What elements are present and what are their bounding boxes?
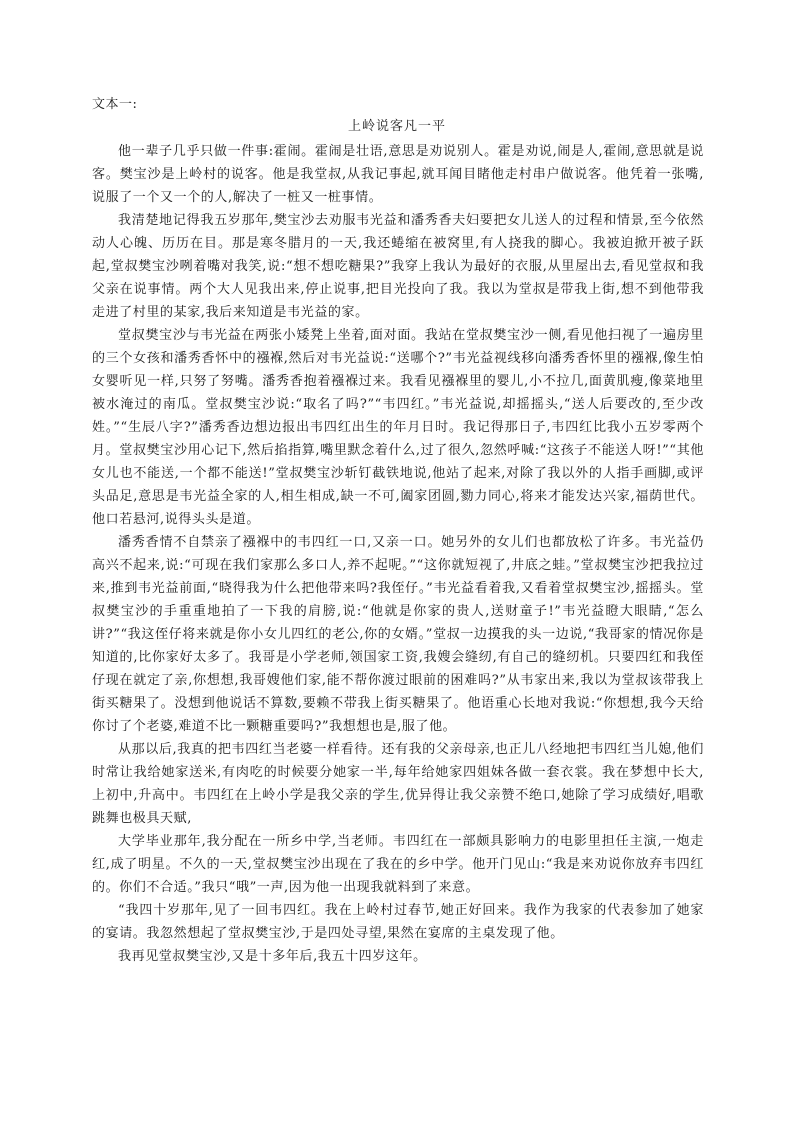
paragraph-6: 大学毕业那年,我分配在一所乡中学,当老师。韦四红在一部颇具影响力的电影里担任主演,一炮走红,成了明星。不久的一天,堂叔樊宝沙出现在了我在的乡中学。他开门见山:“我是来劝说你放弃韦四红的。你们不合适。”我只“哦”一声,因为他一出现我就料到了来意。 xyxy=(92,834,704,895)
article-title: 上岭说客凡一平 xyxy=(347,119,446,134)
text-section-label: 文本一: xyxy=(92,97,138,112)
article-body xyxy=(92,140,704,968)
paragraph-2: 我清楚地记得我五岁那年,樊宝沙去劝服韦光益和潘秀香夫妇要把女儿送人的过程和情景,至今依然动人心魄、历历在目。那是寒冬腊月的一天,我还蜷缩在被窝里,有人挠我的脚心。我被迫掀开被子跃起,堂叔樊宝沙咧着嘴对我笑,说:“想不想吃糖果?”我穿上我认为最好的衣服,从里屋出去,看见堂叔和我父亲在说事情。两个大人见我出来,停止说事,把目光投向了我。我以为堂叔是带我上街,想不到他带我走进了村里的某家,我后来知道是韦光益的家。 xyxy=(92,213,704,320)
paragraph-7: “我四十岁那年,见了一回韦四红。我在上岭村过春节,她正好回来。我作为我家的代表参加了她家的宴请。我忽然想起了堂叔樊宝沙,于是四处寻望,果然在宴席的主桌发现了他。 xyxy=(92,903,704,941)
paragraph-1: 他一辈子几乎只做一件事:霍闹。霍闹是壮语,意思是劝说别人。霍是劝说,闹是人,霍闹,意思就是说客。樊宝沙是上岭村的说客。他是我堂叔,从我记事起,就耳闻目睹他走村串户做说客。他凭着一张嘴,说服了一个又一个的人,解决了一桩又一桩事情。 xyxy=(92,144,704,205)
paragraph-3: 堂叔樊宝沙与韦光益在两张小矮凳上坐着,面对面。我站在堂叔樊宝沙一侧,看见他扫视了一遍房里的三个女孩和潘秀香怀中的襁褓,然后对韦光益说:“送哪个?”韦光益视线移向潘秀香怀里的襁褓,像生怕女婴听见一样,只努了努嘴。潘秀香抱着襁褓过来。我看见襁褓里的婴儿,小不拉几,面黄肌瘦,像菜地里被水淹过的南瓜。堂叔樊宝沙说:“取名了吗?”“韦四红。”韦光益说,却摇摇头,“送人后要改的,至少改姓。”“生辰八字?”潘秀香边想边报出韦四红出生的年月日时。我记得那日子,韦四红比我小五岁零两个月。堂叔樊宝沙用心记下,然后掐指算,嘴里默念着什么,过了很久,忽然呼喊:“这孩子不能送人呀!”“其他女儿也不能送,一个都不能送!”堂叔樊宝沙斩钉截铁地说,他站了起来,对除了我以外的人指手画脚,或评头品足,意思是韦光益全家的人,相生相成,缺一不可,阖家团圆,勠力同心,将来才能发达兴家,福荫世代。他口若悬河,说得头头是道。 xyxy=(92,328,704,527)
paragraph-4: 潘秀香情不自禁亲了襁褓中的韦四红一口,又亲一口。她另外的女儿们也都放松了许多。韦光益仍高兴不起来,说:“可现在我们家那么多口人,养不起呢。”“这你就短视了,井底之蛙。”堂叔樊宝沙把我拉过来,推到韦光益前面,“晓得我为什么把他带来吗?我侄仔。”韦光益看着我,又看着堂叔樊宝沙,摇摇头。堂叔樊宝沙的手重重地拍了一下我的肩膀,说:“他就是你家的贵人,送财童子!”韦光益瞪大眼睛,“怎么讲?”“我这侄仔将来就是你小女儿四红的老公,你的女婿。”堂叔一边摸我的头一边说,“我哥家的情况你是知道的,比你家好太多了。我哥是小学老师,领国家工资,我嫂会缝纫,有自己的缝纫机。只要四红和我侄仔现在就定了亲,你想想,我哥嫂他们家,能不帮你渡过眼前的困难吗?”从韦家出来,我以为堂叔该带我上街买糖果了。没想到他说话不算数,要赖不带我上街买糖果了。他语重心长地对我说:“你想想,我今天给你讨了个老婆,难道不比一颗糖重要吗?”我想想也是,服了他。 xyxy=(92,535,704,734)
paragraph-5: 从那以后,我真的把韦四红当老婆一样看待。还有我的父亲母亲,也正儿八经地把韦四红当儿媳,他们时常让我给她家送米,有肉吃的时候要分她家一半,每年给她家四姐妹各做一套衣裳。我在梦想中长大,上初中,升高中。韦四红在上岭小学是我父亲的学生,优异得让我父亲赞不绝口,她除了学习成绩好,唱歌跳舞也极具天赋, xyxy=(92,742,704,826)
paragraph-8: 我再见堂叔樊宝沙,又是十多年后,我五十四岁这年。 xyxy=(118,949,427,964)
